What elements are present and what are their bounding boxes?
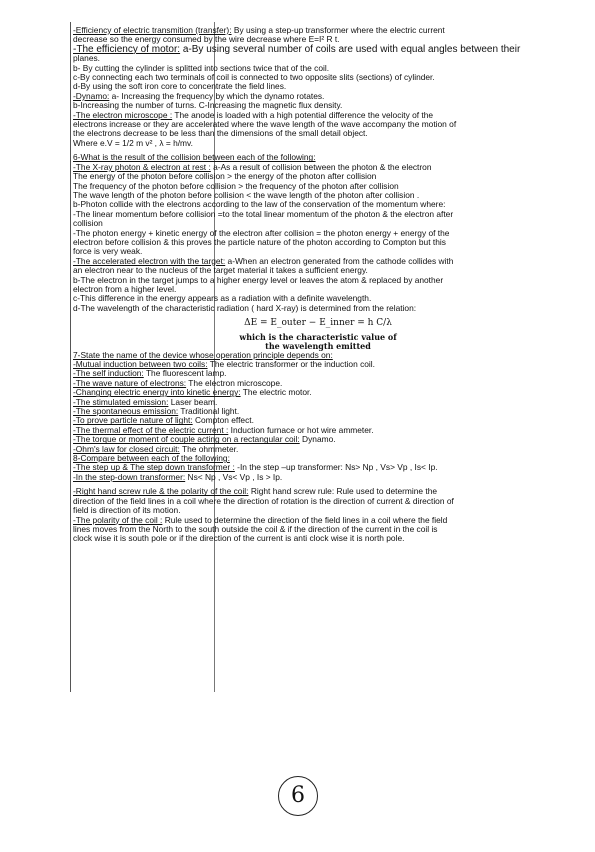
line-text: d-The wavelength of the characteristic radiation ( hard X-ray) is determined from the relation: — [73, 302, 417, 313]
line-text: a-When an electron generated from the cathode collides with — [225, 255, 454, 266]
line-text: the electrons decrease to be less than the dimensions of the small detail object. — [73, 128, 368, 139]
line-text: b-The electron in the target jumps to a higher energy level or leaves the atom & replaced by another — [73, 274, 444, 285]
equation-note-2: the wavelength emitted — [265, 340, 371, 351]
line-text: c-This difference in the energy appears as a radiation with a definite wavelength. — [73, 293, 372, 304]
line-heading: 8-Compare between each of the following: — [73, 453, 230, 464]
line-text: planes. — [73, 53, 101, 64]
text-line — [73, 45, 563, 54]
line-text: Where e.V = 1/2 m v² , λ = h/mv. — [73, 137, 193, 148]
line-text: b- By cutting the cylinder is splitted into sections twice that of the coil. — [73, 62, 330, 73]
text-line — [73, 238, 563, 247]
line-heading: -The torque or moment of couple acting on a rectangular coil: — [73, 434, 300, 445]
line-text: By using a step-up transformer where the electric current — [231, 25, 445, 35]
line-text: The electric motor. — [240, 387, 312, 398]
line-text: collision — [73, 218, 103, 229]
line-heading: 6-What is the result of the collision between each of the following: — [73, 152, 316, 163]
line-text: Dynamo. — [299, 434, 336, 445]
line-text: decrease so the energy consumed by the wire decrease where E=I² R t. — [73, 34, 340, 45]
line-heading: -Mutual induction between two coils: — [73, 359, 208, 369]
line-text: The anode is loaded with a high potential difference the velocity of the — [172, 109, 434, 120]
line-text: Right hand screw rule: Rule used to determine the — [248, 486, 438, 497]
equation-note-1: which is the characteristic value of — [239, 331, 397, 342]
line-text: electron from a higher level. — [73, 283, 177, 294]
line-heading: -The accelerated electron with the target: — [73, 255, 226, 266]
line-heading: -Ohm's law for closed circuit: — [73, 443, 180, 454]
line-heading: -The stimulated emission: — [73, 396, 169, 407]
line-heading: -The wave nature of electrons: — [73, 377, 187, 388]
line-heading: -Changing electric energy into kinetic energy: — [73, 387, 241, 398]
line-text: a-By using several number of coils are used with equal angles between their — [180, 43, 521, 55]
line-heading: -In the step-down transformer: — [73, 471, 186, 482]
line-text: b-Increasing the number of turns. C-Increasing the magnetic flux density. — [73, 100, 343, 111]
line-text: field is direction of its motion. — [73, 505, 181, 516]
line-heading: -The thermal effect of the electric current : — [73, 424, 229, 435]
line-heading: -The electron microscope : — [73, 109, 173, 120]
line-text: -The linear momentum before collision =to the total linear momentum of the photon & the electron after — [73, 208, 454, 219]
line-heading: -The step up & The step down transformer : — [73, 462, 235, 473]
page-number: 6 — [278, 776, 318, 816]
line-text: Rule used to determine the direction of the field lines in a coil where the field — [162, 514, 448, 525]
line-text: The energy of the photon before collision > the energy of the photon after collision — [73, 171, 377, 182]
line-heading: -Dynamo: — [73, 90, 110, 101]
text-line — [73, 304, 563, 313]
line-text: Laser beam. — [168, 396, 218, 407]
line-text: Ns< Np , Vs< Vp , Is > Ip. — [185, 471, 283, 482]
line-text: a- Increasing the frequency by which the dynamo rotates. — [109, 90, 325, 101]
line-text: -In the step –up transformer: Ns> Np , Vs> Vp , Is< Ip. — [234, 462, 438, 473]
line-text: The electric transformer or the induction coil. — [207, 359, 375, 369]
line-heading: -The polarity of the coil : — [73, 514, 163, 525]
line-heading: 7-State the name of the device whose operation principle depends on: — [73, 349, 333, 360]
line-text: a-As a result of collision between the photon & the electron — [210, 161, 432, 172]
text-line — [73, 139, 563, 148]
line-text: The frequency of the photon before collision > the frequency of the photon after collision — [73, 180, 399, 191]
line-heading: -The X-ray photon & electron at rest : — [73, 161, 211, 172]
line-text: c-By connecting each two terminals of coil is connected to two opposite slits (sections) of cylinder. — [73, 72, 435, 83]
line-text: The electron microscope. — [186, 377, 283, 388]
line-text: lines moves from the North to the south outside the coil & if the direction of the current in the coil is — [73, 523, 438, 534]
energy-equation: ΔE = E_outer − E_inner = h C/λ — [244, 318, 392, 329]
notes-body — [73, 26, 563, 544]
line-text: The fluorescent lamp. — [143, 368, 227, 379]
line-text: b-Photon collide with the electrons according to the law of the conservation of the momentum where: — [73, 199, 446, 210]
line-text: electrons increase or they are accelerated where the wave length of the wave accompany the motion of — [73, 119, 457, 130]
line-text: The ohmmeter. — [179, 443, 239, 454]
line-text: Induction furnace or hot wire ammeter. — [228, 424, 374, 435]
line-heading: -The self induction: — [73, 368, 144, 379]
page-margin-line — [70, 22, 71, 692]
line-text: Traditional light. — [178, 406, 240, 417]
line-text: Compton effect. — [192, 415, 254, 426]
section-devices-compare — [73, 351, 563, 544]
text-line — [73, 473, 563, 482]
line-heading: -Right hand screw rule & the polarity of the coil: — [73, 486, 249, 497]
line-heading: -To prove particle nature of light: — [73, 415, 193, 426]
line-heading: -The spontaneous emission: — [73, 406, 179, 417]
text-line — [73, 534, 563, 543]
line-text: The wave length of the photon before collision < the wave length of the photon after collision . — [73, 189, 420, 200]
line-heading: -Efficiency of electric transmition (transfer): — [73, 25, 232, 35]
line-text: direction of the field lines in a coil where the direction of rotation is the direction of current & direction of — [73, 495, 454, 506]
line-text: d-By using the soft iron core to concentrate the field lines. — [73, 81, 287, 92]
line-text: an electron near to the nucleus of the target material it takes a sufficient energy. — [73, 265, 368, 276]
line-text: clock wise it is south pole or if the direction of the current is anti clock wise it is north pole. — [73, 533, 405, 544]
line-text: -The photon energy + kinetic energy of the electron after collision = the photon energy + energy of the — [73, 227, 450, 238]
text-line — [73, 210, 563, 219]
line-heading: -The efficiency of motor: — [73, 43, 181, 55]
section-efficiency-collision — [73, 26, 563, 313]
line-text: force is very weak. — [73, 246, 143, 257]
line-text: electron before collision & this proves the particle nature of the photon according to Compton but this — [73, 236, 446, 247]
